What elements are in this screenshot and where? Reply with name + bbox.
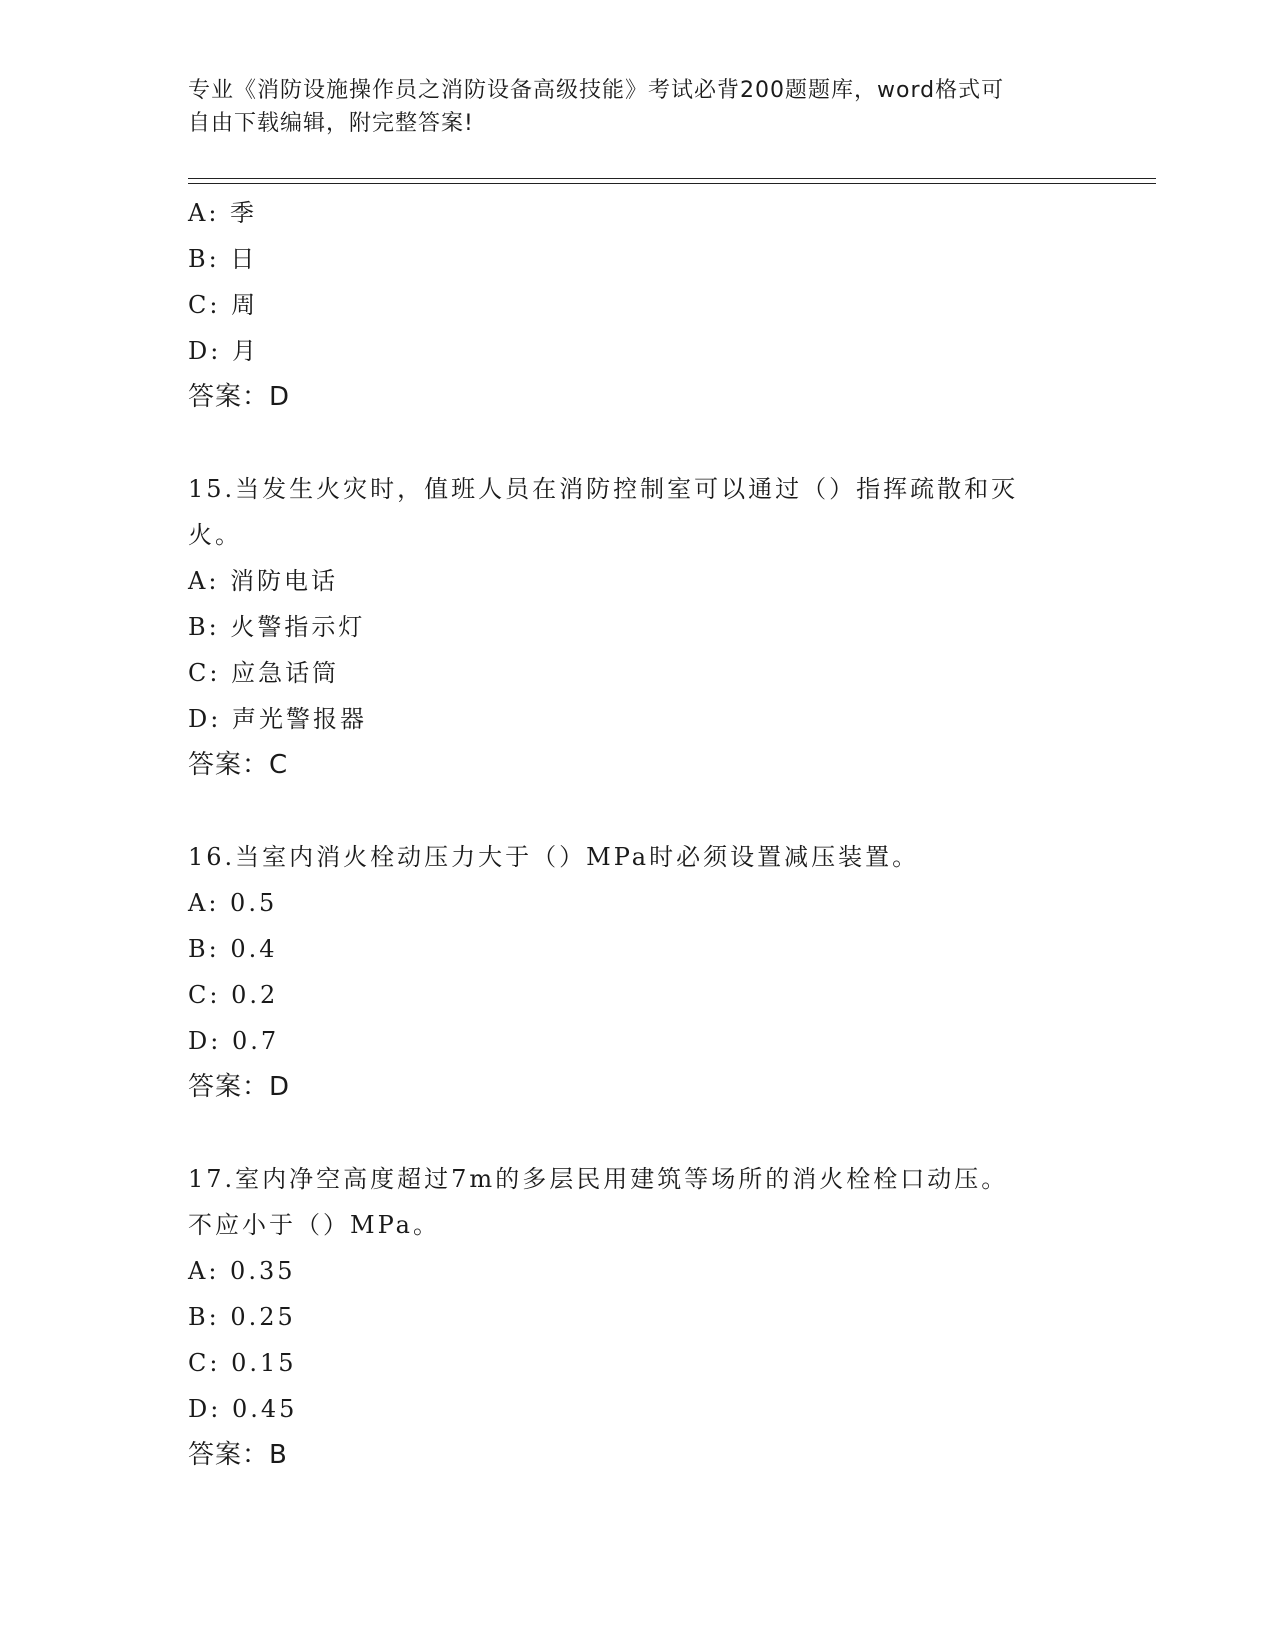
question-block-prev: [188, 190, 1088, 420]
option-a: A: 消防电话: [188, 567, 339, 595]
header-line-1: 专业《消防设施操作员之消防设备高级技能》考试必背200题题库，word格式可: [188, 78, 1005, 103]
option-c: C: 周: [188, 291, 259, 319]
question-list: [188, 190, 1088, 1478]
header-line-2: 自由下载编辑，附完整答案!: [188, 111, 474, 136]
option-a: A: 0.35: [188, 1257, 296, 1285]
option-a: A: 0.5: [188, 889, 278, 917]
answer-line: 答案：D: [188, 1072, 291, 1102]
answer-line: 答案：B: [188, 1440, 288, 1470]
answer-line: 答案：D: [188, 382, 291, 412]
header-divider-bottom: [188, 183, 1156, 184]
option-b: B: 0.25: [188, 1303, 296, 1331]
question-text: 15.当发生火灾时，值班人员在消防控制室可以通过（）指挥疏散和灭: [188, 475, 1019, 503]
option-b: B: 0.4: [188, 935, 278, 963]
option-d: D: 0.45: [188, 1395, 298, 1423]
option-d: D: 0.7: [188, 1027, 280, 1055]
question-text: 17.室内净空高度超过7m的多层民用建筑等场所的消火栓栓口动压。: [188, 1165, 1009, 1193]
option-d: D: 声光警报器: [188, 705, 367, 733]
option-d: D: 月: [188, 337, 259, 365]
option-c: C: 0.2: [188, 981, 279, 1009]
option-c: C: 0.15: [188, 1349, 297, 1377]
option-b: B: 日: [188, 245, 258, 273]
header-divider-top: [188, 178, 1156, 179]
answer-line: 答案：C: [188, 750, 289, 780]
option-c: C: 应急话筒: [188, 659, 340, 687]
option-b: B: 火警指示灯: [188, 613, 366, 641]
question-block-17: [188, 1156, 1088, 1478]
question-block-15: [188, 466, 1088, 788]
question-text: 16.当室内消火栓动压力大于（）MPa时必须设置减压装置。: [188, 843, 920, 871]
question-text-cont: 不应小于（）MPa。: [188, 1211, 440, 1239]
question-text-cont: 火。: [188, 521, 242, 549]
document-header: [188, 74, 1068, 140]
question-block-16: [188, 834, 1088, 1110]
option-a: A: 季: [188, 199, 258, 227]
